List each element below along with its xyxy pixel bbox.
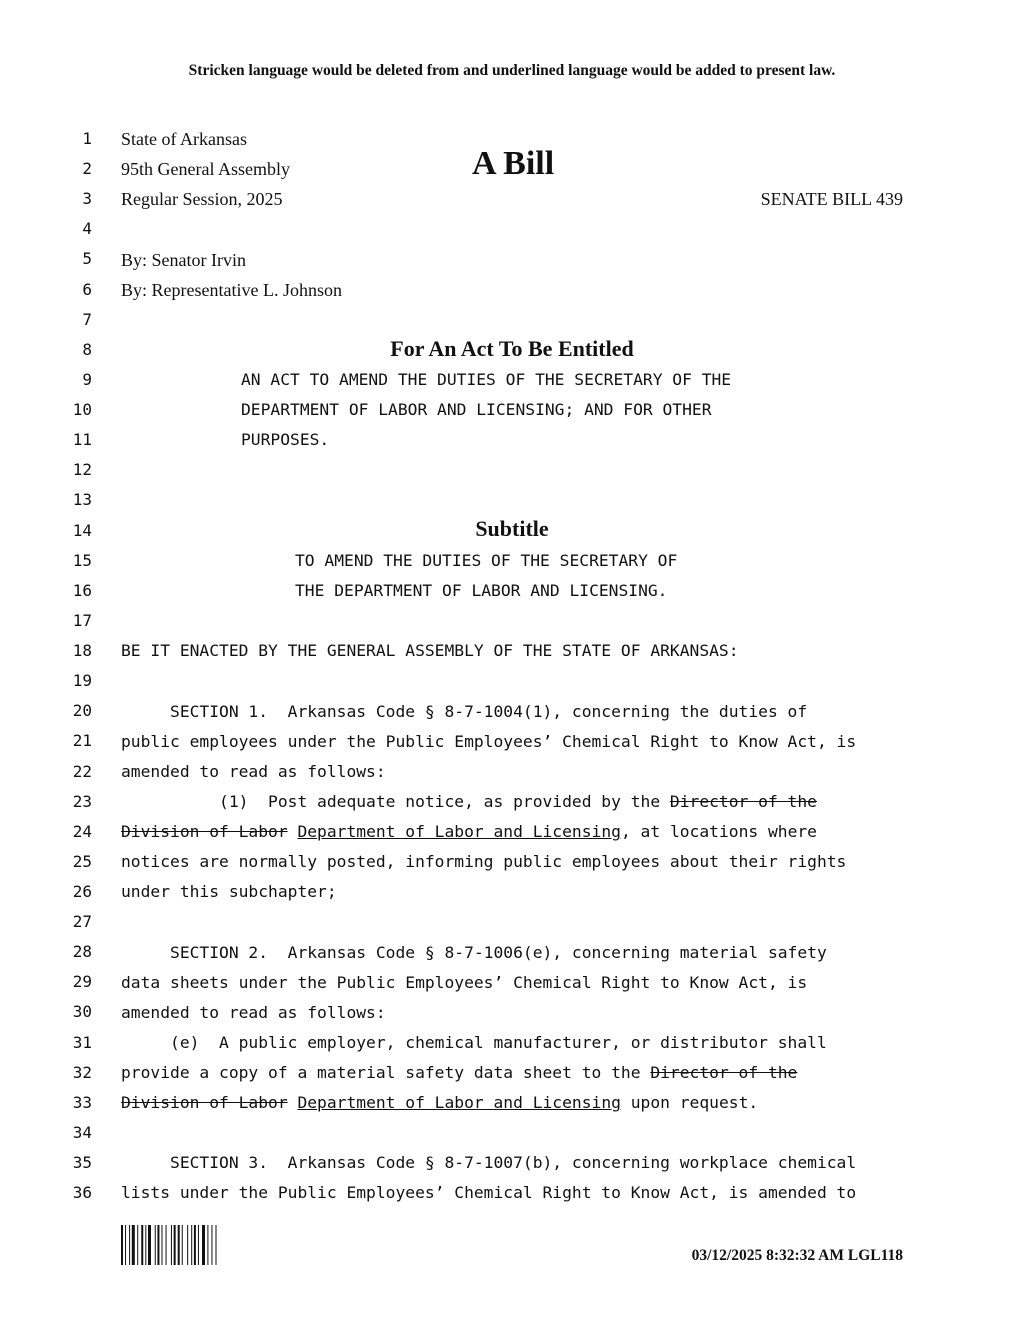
- line-number: 20: [72, 701, 92, 721]
- sponsor-senator: By: Senator Irvin: [121, 250, 246, 270]
- line-number: 12: [72, 460, 92, 480]
- act-title-line-3: PURPOSES.: [241, 430, 330, 449]
- entitled-heading: For An Act To Be Entitled: [390, 336, 634, 361]
- stricken-text: Division of Labor: [121, 822, 288, 841]
- section-3-line-36: lists under the Public Employees’ Chemical Right to Know Act, is amended to: [121, 1183, 857, 1202]
- bill-number: SENATE BILL 439: [760, 189, 903, 209]
- subtitle-heading: Subtitle: [475, 516, 549, 541]
- line-number: 11: [72, 430, 92, 450]
- line-number: 33: [72, 1092, 92, 1112]
- line-number: 32: [72, 1062, 92, 1082]
- act-title-line-2: DEPARTMENT OF LABOR AND LICENSING; AND FOR OTHER: [241, 400, 712, 419]
- line-number: 14: [72, 520, 92, 540]
- added-text: Department of Labor and Licensing: [297, 822, 621, 841]
- line-number: 16: [72, 580, 92, 600]
- line-number: 9: [82, 369, 92, 389]
- line-number: 15: [72, 550, 92, 570]
- text-segment: provide a copy of a material safety data sheet to the: [121, 1063, 651, 1082]
- enacting-clause: BE IT ENACTED BY THE GENERAL ASSEMBLY OF THE STATE OF ARKANSAS:: [121, 641, 739, 660]
- section-1-line-20: SECTION 1. Arkansas Code § 8-7-1004(1), concerning the duties of: [121, 702, 808, 721]
- barcode-icon: [121, 1225, 249, 1265]
- section-2-line-30: amended to read as follows:: [121, 1003, 386, 1022]
- section-2-line-31: (e) A public employer, chemical manufacturer, or distributor shall: [121, 1033, 827, 1052]
- line-number: 4: [82, 219, 92, 239]
- amendment-notice: Stricken language would be deleted from and underlined language would be added to present law.: [188, 62, 836, 79]
- line-number: 7: [82, 309, 92, 329]
- stricken-text: Division of Labor: [121, 1093, 288, 1112]
- text-segment: (1) Post adequate notice, as provided by the: [121, 792, 670, 811]
- line-number: 23: [72, 791, 92, 811]
- header-session: Regular Session, 2025: [121, 189, 283, 209]
- line-number: 5: [82, 249, 92, 269]
- line-number: 19: [72, 671, 92, 691]
- header-state: State of Arkansas: [121, 129, 247, 149]
- line-number: 25: [72, 851, 92, 871]
- line-number: 2: [82, 159, 92, 179]
- line-number: 34: [72, 1122, 92, 1142]
- sponsor-representative: By: Representative L. Johnson: [121, 280, 342, 300]
- line-number: 24: [72, 821, 92, 841]
- line-number: 30: [72, 1002, 92, 1022]
- line-number: 31: [72, 1032, 92, 1052]
- line-number: 1: [82, 129, 92, 148]
- line-number: 35: [72, 1153, 92, 1173]
- section-1-line-23: [121, 792, 817, 812]
- line-number: 36: [72, 1183, 92, 1203]
- line-number: 10: [72, 400, 92, 420]
- line-number: 29: [72, 972, 92, 992]
- text-segment: , at locations where: [620, 822, 817, 841]
- section-1-line-22: amended to read as follows:: [121, 762, 386, 781]
- text-segment: upon request.: [620, 1093, 759, 1112]
- line-number: 18: [72, 641, 92, 661]
- line-number: 27: [72, 912, 92, 932]
- section-1-line-26: under this subchapter;: [121, 882, 337, 901]
- act-title-line-1: AN ACT TO AMEND THE DUTIES OF THE SECRETARY OF THE: [241, 370, 732, 389]
- line-number: 3: [82, 189, 92, 209]
- section-2-line-29: data sheets under the Public Employees’ Chemical Right to Know Act, is: [121, 973, 808, 992]
- document-title: A Bill: [472, 145, 555, 182]
- header-assembly: 95th General Assembly: [121, 159, 290, 179]
- line-number: 17: [72, 610, 92, 630]
- section-2-line-32: [121, 1063, 797, 1083]
- line-number: 21: [72, 731, 92, 751]
- line-number: 13: [72, 490, 92, 510]
- line-number: 26: [72, 882, 92, 901]
- line-number: 6: [82, 279, 92, 299]
- line-number: 22: [72, 761, 92, 781]
- section-1-line-24: [121, 822, 817, 842]
- section-3-line-35: SECTION 3. Arkansas Code § 8-7-1007(b), concerning workplace chemical: [121, 1153, 857, 1172]
- section-2-line-28: SECTION 2. Arkansas Code § 8-7-1006(e), concerning material safety: [121, 943, 827, 962]
- section-1-line-21: public employees under the Public Employees’ Chemical Right to Know Act, is: [121, 732, 857, 751]
- added-text: Department of Labor and Licensing: [297, 1093, 621, 1112]
- stricken-text: Director of the: [669, 792, 817, 811]
- subtitle-line-1: TO AMEND THE DUTIES OF THE SECRETARY OF: [295, 551, 678, 570]
- line-number: 8: [82, 339, 92, 359]
- stricken-text: Director of the: [650, 1063, 798, 1082]
- subtitle-line-2: THE DEPARTMENT OF LABOR AND LICENSING.: [295, 581, 668, 600]
- line-number: 28: [72, 942, 92, 962]
- section-2-line-33: [121, 1093, 758, 1113]
- footer-timestamp: 03/12/2025 8:32:32 AM LGL118: [691, 1247, 903, 1264]
- section-1-line-25: notices are normally posted, informing public employees about their rights: [121, 852, 847, 871]
